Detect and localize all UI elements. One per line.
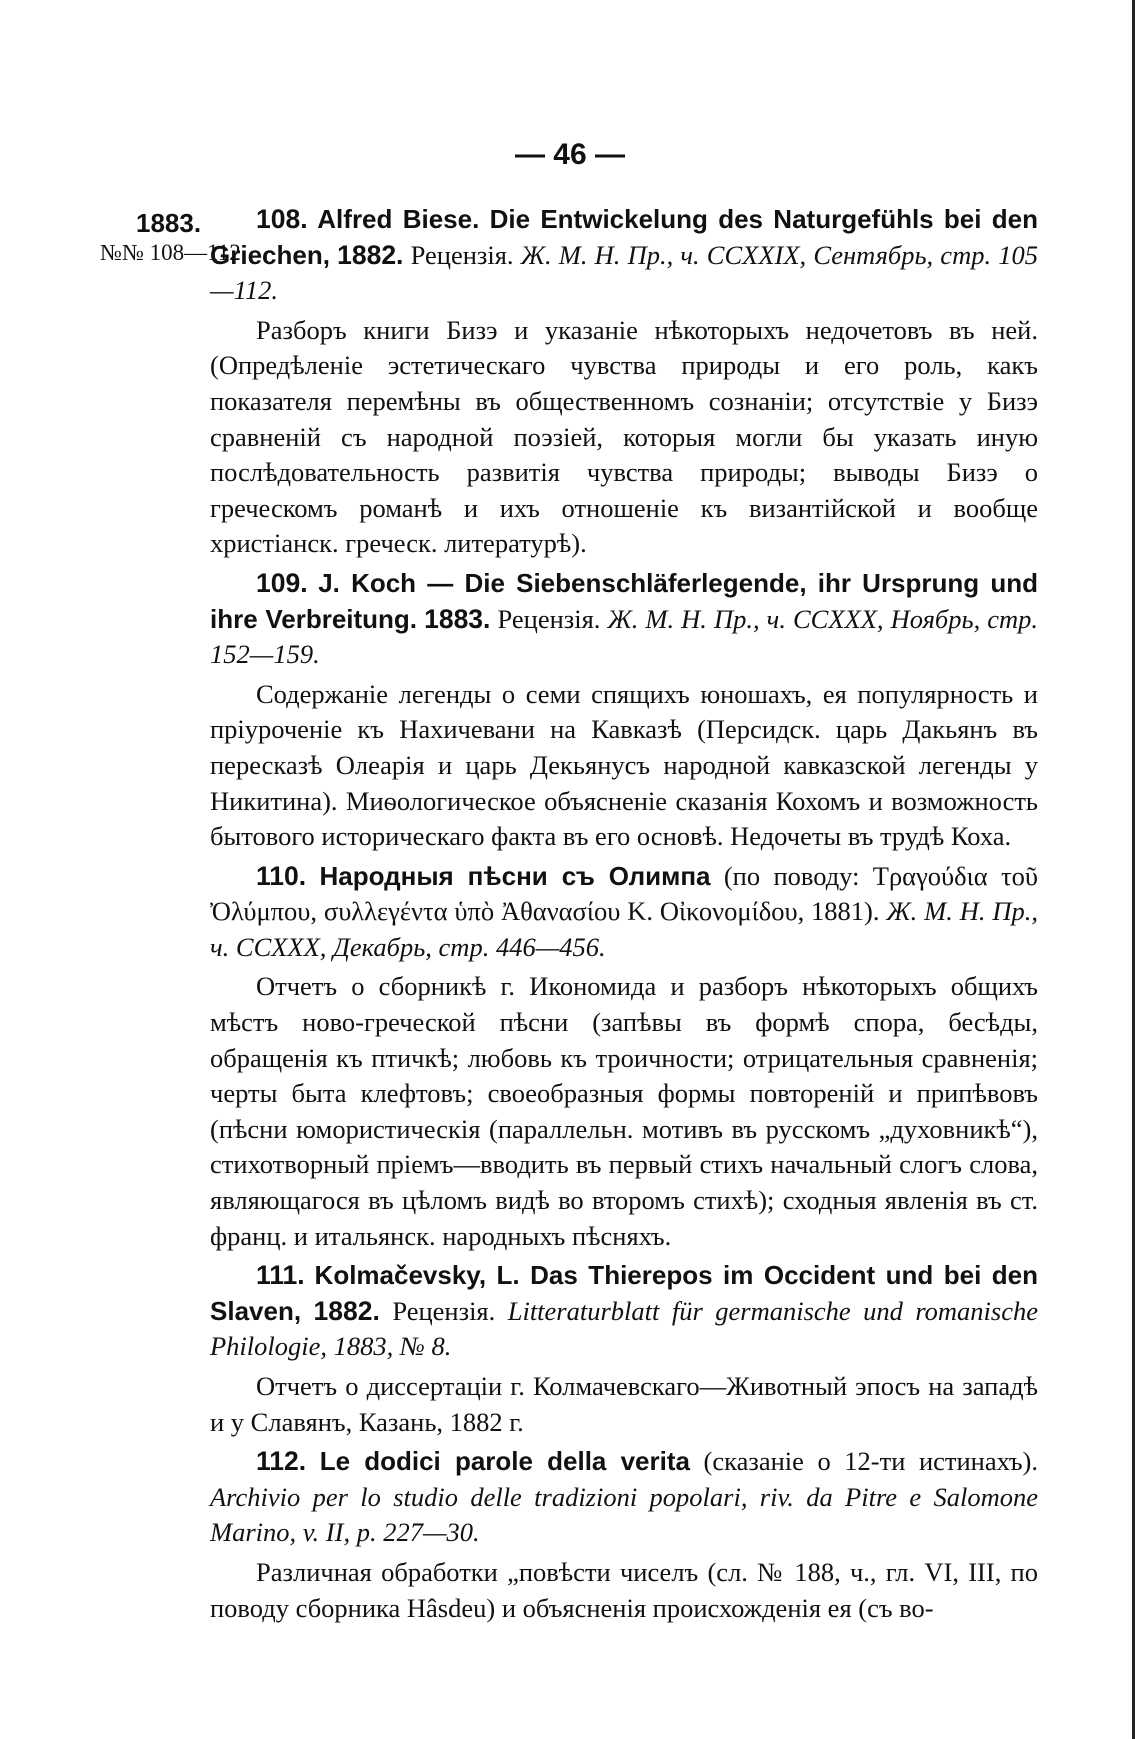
entry-description: Отчетъ о диссертаціи г. Колмачевскаго—Животный эпосъ на западѣ и у Славянъ, Казань, 1882 г. [210,1371,1038,1437]
entry-heading: Kolmačevsky, L. Das Thierepos im Occident und bei den Slaven, [210,1260,1038,1326]
entry-review-label: Рецензія. [497,603,601,634]
entry-year: 1882. [313,1295,380,1326]
entry-review-label: Рецензія. [410,239,514,270]
entry-review-label: Рецензія. [392,1295,496,1326]
entry-description: Различная обработки „повѣсти чиселъ (сл. № 188, ч., гл. VI, III, по поводу сборника Hâsdeu) и объясненія происхожденія ея (съ во- [210,1556,1038,1623]
entry-source: Ж. М. Н. Пр., ч. CCXXIX, Сентябрь, стр. 105—112. [210,239,1039,306]
entry-source: Ж. М. Н. Пр., ч. CCXXX, Ноябрь, стр. 152—159. [210,603,1039,670]
entry-heading: Le dodici parole della verita [319,1446,690,1477]
entry-source: Litteraturblatt für germanische und romanische Philologie, 1883, № 8. [210,1295,1039,1362]
page-edge-rule [1132,0,1135,1739]
bibliography-text [210,202,1038,1630]
entry-description: Отчетъ о сборникѣ г. Икономида и разборъ нѣкоторыхъ общихъ мѣстъ ново-греческой пѣсни (запѣвы въ формѣ спора, бесѣды, обращенія къ птичкѣ; любовь къ троичности; отрицательныя сравненія; черты быта клефтовъ; своеобразныя формы повтореній и припѣвовъ (пѣсни юмористическія (параллельн. мотивъ въ русскомъ „духовникѣ“), стихотворный пріемъ—вводить въ первый стихъ начальный слогъ слова, являющагося въ цѣломъ видѣ во второмъ стихѣ); сходныя явленія въ ст. франц. и итальянск. народныхъ пѣсняхъ. [210,971,1038,1251]
entry-description: Содержаніе легенды о семи спящихъ юношахъ, ея популярность и пріуроченіе къ Нахичевани на Кавказѣ (Персидск. царь Дакьянъ въ пересказѣ Олеарія и царь Декьянусъ народной кавказской легенды у Никитина). Миѳологическое объясненіе сказанія Кохомъ и возможность бытового историческаго факта въ его основѣ. Недочеты въ трудѣ Коха. [210,678,1038,852]
entry-110 [210,859,1038,966]
entry-year: 1883. [424,603,491,634]
entry-112 [210,1444,1038,1551]
entry-109 [210,566,1038,673]
entry-heading: Alfred Biese. Die Entwickelung des Naturgefühls bei den Griechen, [210,204,1039,270]
entry-source: Ж. М. Н. Пр., ч. CCXXX, Декабрь, стр. 446—456. [210,896,1039,962]
entry-year: 1882. [337,239,404,270]
entry-111 [210,1258,1038,1365]
entry-source: Archivio per lo studio delle tradizioni popolari, riv. da Pitre e Salomone Marino, v. II, p. 227—30. [210,1481,1038,1548]
entry-number: 109. [256,567,308,598]
margin-year: 1883. [136,208,202,238]
entry-heading: Народныя пѣсни съ Олимпа [319,860,711,891]
entry-number: 112. [256,1446,307,1477]
page-number: — 46 — [514,138,626,171]
entry-number: 110. [256,860,307,891]
entry-number: 108. [256,204,308,234]
entry-108 [210,202,1038,309]
entry-description: Разборъ книги Бизэ и указаніе нѣкоторыхъ недочетовъ въ ней. (Опредѣленіе эстетическаго чувства природы и его роль, какъ показателя перемѣны въ общественномъ сознаніи; отсутствіе у Бизэ сравненій съ народной поэзіей, которыя могли бы указать иную послѣдовательность развитія чувства природы; выводы Бизэ о греческомъ романѣ и ихъ отношеніе къ византійской и вообще христіанск. греческ. литературѣ). [210,314,1038,559]
entry-note: (сказаніе о 12-ти истинахъ). [703,1446,1038,1477]
entry-heading: J. Koch — Die Siebenschläferlegende, ihr Ursprung und ihre Verbreitung. [210,567,1039,634]
entry-number: 111. [256,1260,305,1291]
entry-note: (по поводу: Τραγούδια τοῦ Ὀλύμπου, συλλεγέντα ὑπὸ Ἀθανασίου Κ. Οἰκονομίδου, 1881). [210,860,1039,927]
margin-entry-range: №№ 108—112. [100,240,247,265]
